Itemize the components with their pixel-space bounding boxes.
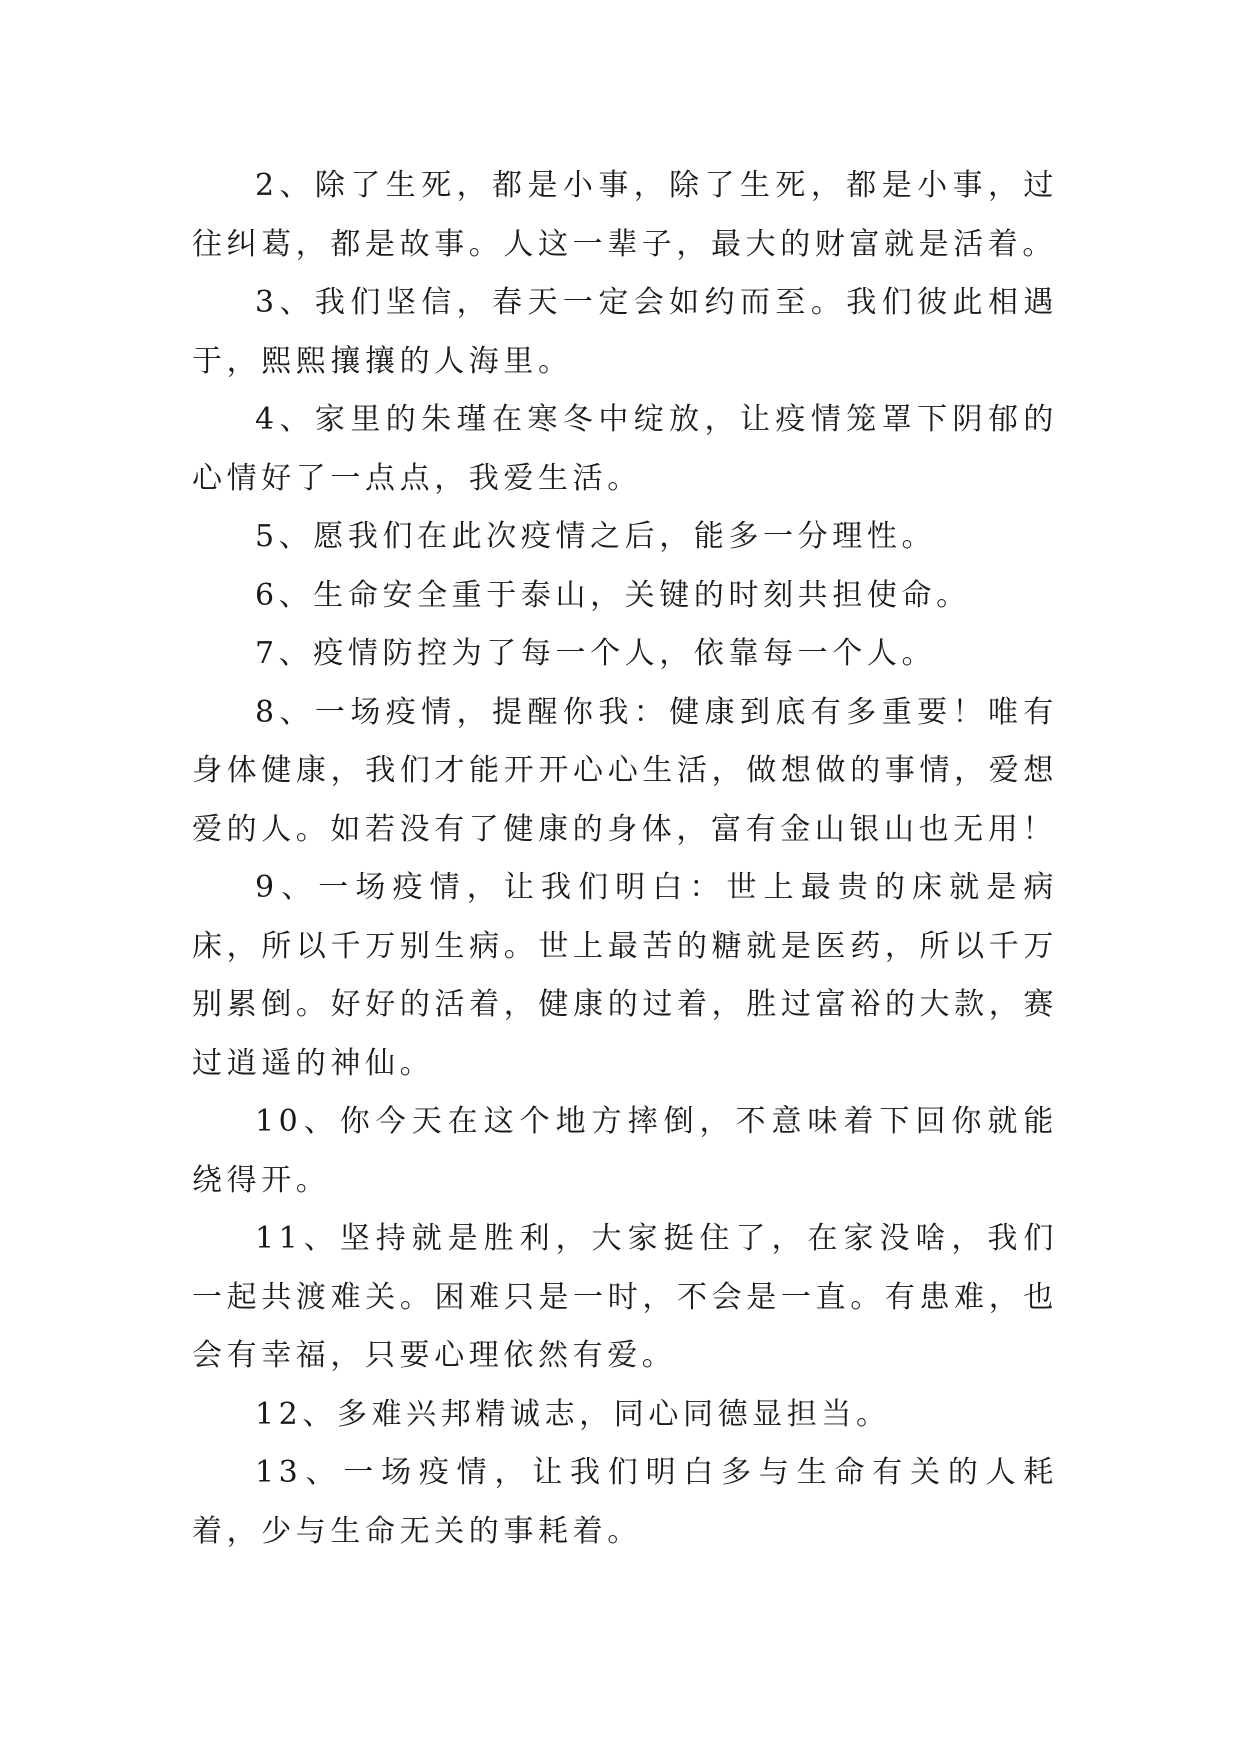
paragraph-4: 4、家里的朱瑾在寒冬中绽放，让疫情笼罩下阴郁的心情好了一点点，我爱生活。 xyxy=(192,402,1058,496)
paragraph-12: 12、多难兴邦精诚志，同心同德显担当。 xyxy=(255,1396,891,1432)
paragraph-11: 11、坚持就是胜利，大家挺住了，在家没啥，我们一起共渡难关。困难只是一时，不会是一直。有患难，也会有幸福，只要心理依然有爱。 xyxy=(192,1221,1058,1373)
paragraph-10: 10、你今天在这个地方摔倒，不意味着下回你就能绕得开。 xyxy=(192,1104,1058,1198)
paragraph-6: 6、生命安全重于泰山，关键的时刻共担使命。 xyxy=(255,577,971,613)
paragraph-3: 3、我们坚信，春天一定会如约而至。我们彼此相遇于，熙熙攘攘的人海里。 xyxy=(192,285,1058,379)
paragraph-7: 7、疫情防控为了每一个人，依靠每一个人。 xyxy=(255,636,937,671)
paragraph-5: 5、愿我们在此次疫情之后，能多一分理性。 xyxy=(255,519,937,554)
document-body xyxy=(192,157,1058,1561)
paragraph-9: 9、一场疫情，让我们明白：世上最贵的床就是病床，所以千万别生病。世上最苦的糖就是医药，所以千万别累倒。好好的活着，健康的过着，胜过富裕的大款，赛过逍遥的神仙。 xyxy=(192,870,1058,1081)
paragraph-2: 2、除了生死，都是小事，除了生死，都是小事，过往纠葛，都是故事。人这一辈子，最大的财富就是活着。 xyxy=(192,168,1058,262)
paragraph-13: 13、一场疫情，让我们明白多与生命有关的人耗着，少与生命无关的事耗着。 xyxy=(192,1455,1058,1549)
paragraph-8: 8、一场疫情，提醒你我：健康到底有多重要！唯有身体健康，我们才能开开心心生活，做想做的事情，爱想爱的人。如若没有了健康的身体，富有金山银山也无用！ xyxy=(192,694,1058,847)
